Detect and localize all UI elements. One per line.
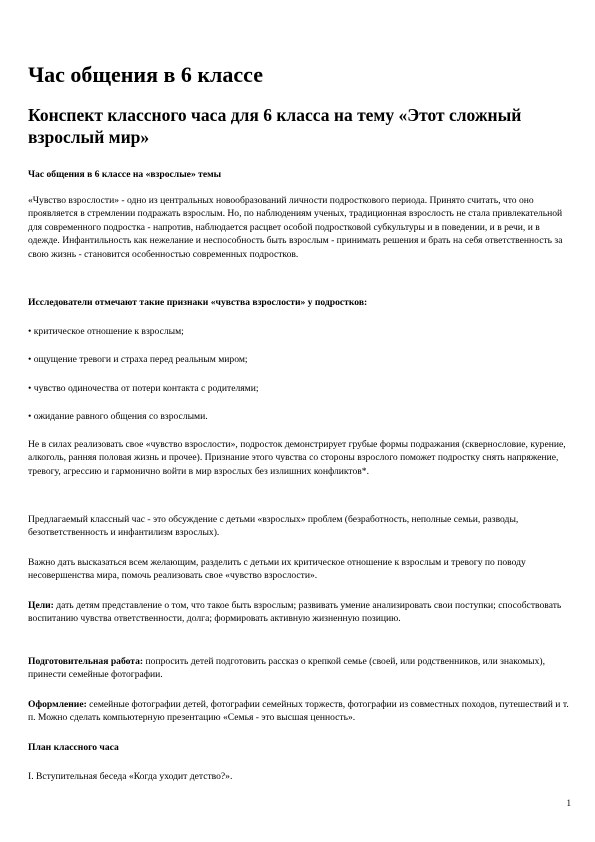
preparation-label: Подготовительная работа: — [28, 656, 144, 667]
page-title: Час общения в 6 классе — [28, 62, 263, 87]
bullet-item: • чувство одиночества от потери контакта с родителями; — [28, 383, 259, 394]
design-text: семейные фотографии детей, фотографии семейных торжеств, фотографии из совместных походов, путешествий и т. п. Можно сделать компьютерную презентацию «Семья - это высшая ценность». — [28, 699, 569, 724]
section-heading: Час общения в 6 классе на «взрослые» темы — [28, 169, 222, 180]
paragraph-proposed: Предлагаемый классный час - это обсуждение с детьми «взрослых» проблем (безработность, неполные семьи, разводы, безответственность и инфантилизм взрослых). — [28, 514, 519, 539]
plan-heading: План классного часа — [28, 742, 119, 753]
bullet-item: • ощущение тревоги и страха перед реальным миром; — [28, 354, 248, 365]
bullet-item: • критическое отношение к взрослым; — [28, 326, 184, 337]
paragraph-design — [28, 698, 570, 725]
page-number: 1 — [566, 798, 571, 808]
bullet-item: • ожидание равного общения со взрослыми. — [28, 411, 208, 422]
goals-text: дать детям представление о том, что такое быть взрослым; развивать умение анализировать свои поступки; способствовать воспитанию чувства ответственности, долга; формировать активную жизненную позицию. — [28, 600, 562, 625]
paragraph-important: Важно дать высказаться всем желающим, разделить с детьми их критическое отношение к взрослым и тревогу по поводу несовершенства мира, помочь реализовать свое «чувство взрослости». — [28, 557, 526, 582]
plan-item: I. Вступительная беседа «Когда уходит детство?». — [28, 771, 233, 782]
paragraph-preparation — [28, 655, 570, 682]
paragraph-signs-lead: Исследователи отмечают такие признаки «чувства взрослости» у подростков: — [28, 297, 368, 308]
paragraph-imitation: Не в силах реализовать свое «чувство взрослости», подросток демонстрирует грубые формы подражания (сквернословие, курение, алкоголь, ранняя половая жизнь и прочее). Признание этого чувства со стороны взрослого поможет подростку снять напряжение, тревогу, агрессию и гармонично войти в мир взрослых без излишних конфликтов*. — [28, 439, 566, 477]
page-subtitle: Конспект классного часа для 6 класса на тему «Этот сложный взрослый мир» — [28, 105, 522, 147]
goals-label: Цели: — [28, 600, 54, 611]
design-label: Оформление: — [28, 699, 87, 710]
paragraph-intro: «Чувство взрослости» - одно из центральных новообразований личности подросткового периода. Принято считать, что оно проявляется в стремлении подражать взрослым. Но, по наблюдениям ученых, традиционная взрослость не стала привлекательной для современного подростка - напротив, наблюдается расцвет особой подростковой субкультуры и в поведении, и в речи, и в одежде. Инфантильность как нежелание и неспособность быть взрослым - принимать решения и брать на себя ответственность за свою жизнь - становится особенностью современных подростков. — [28, 195, 563, 260]
preparation-text: попросить детей подготовить рассказ о крепкой семье (своей, или родственников, или знакомых), принести семейные фотографии. — [28, 656, 546, 681]
paragraph-goals — [28, 599, 570, 626]
